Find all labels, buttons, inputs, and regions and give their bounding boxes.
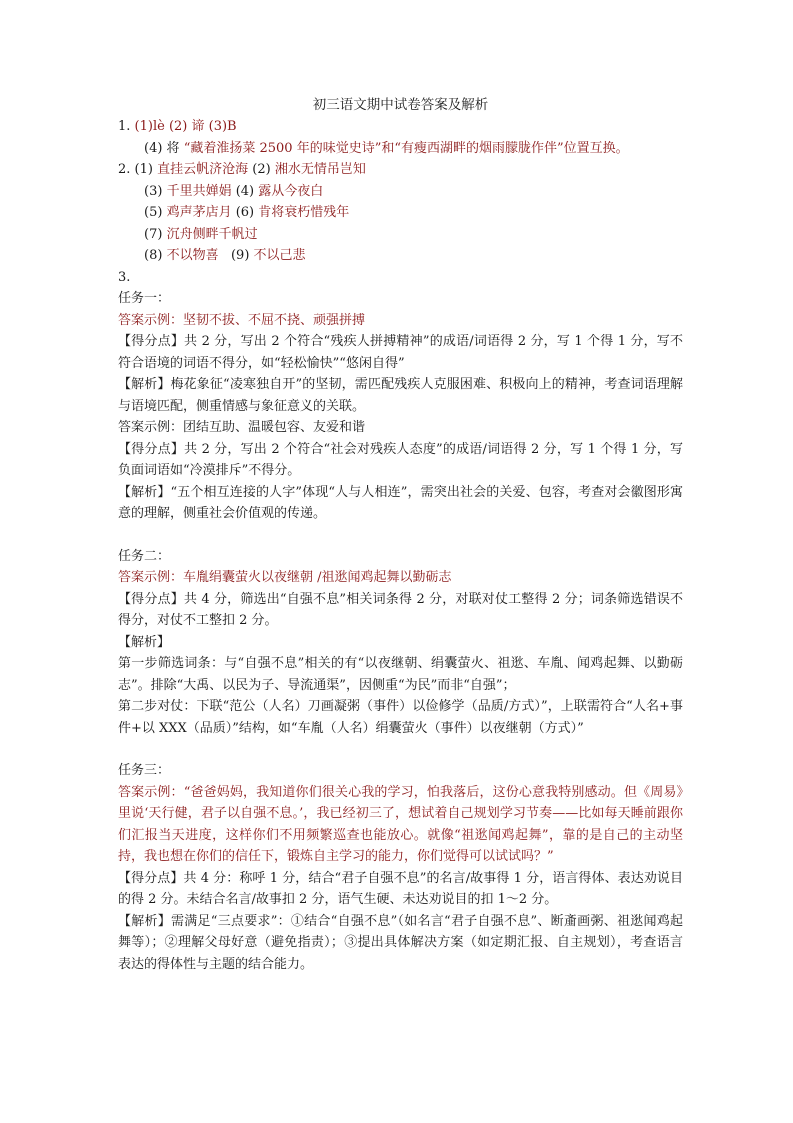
q2-answer: 不以己悲 <box>253 248 306 263</box>
q1-line2 <box>118 138 683 160</box>
task1-example1 <box>118 310 683 332</box>
q2-label: 2. <box>118 162 131 177</box>
task1-score2: 【得分点】共 2 分，写出 2 个符合“社会对残疾人态度”的成语/词语得 2 分，写 1 个得 1 分，写负面词语如“冷漠排斥”不得分。 <box>118 441 683 478</box>
q2-num: (8) <box>144 248 163 263</box>
q1-item4-answer: “藏着淮扬菜 2500 年的味觉史诗”和“有瘦西湖畔的烟雨朦胧作伴”位置互换。 <box>183 140 629 156</box>
task1-example2 <box>118 417 683 439</box>
example-answer: 车胤绢囊萤火以夜继朝 /祖逖闻鸡起舞以勤砺志 <box>183 570 452 585</box>
q2-num: (6) <box>235 205 255 220</box>
q2-line2 <box>118 181 683 203</box>
q2-answer: 肯将衰朽惜残年 <box>258 205 350 220</box>
q1-line1 <box>118 116 683 138</box>
q2-line1 <box>118 159 683 181</box>
task3-heading: 任务三： <box>118 763 171 778</box>
task2-step1: 第一步筛选词条：与“自强不息”相关的有“以夜继朝、绢囊萤火、祖逖、车胤、闻鸡起舞、以勤砺志”。排除“大禹、以民为子、导流通渠”，因侧重“为民”而非“自强”； <box>118 656 683 693</box>
task3-analysis: 【解析】需满足“三点要求”：①结合“自强不息”（如名言“君子自强不息”、断齑画粥、祖逖闻鸡起舞等）；②理解父母好意（避免指责）；③提出具体解决方案（如定期汇报、自主规划），考查语言表达的得体性与主题的结合能力。 <box>118 913 683 972</box>
example-label: 答案示例： <box>118 784 184 800</box>
task1-analysis2: 【解析】“五个相互连接的人字”体现“人与人相连”，需突出社会的关爱、包容，考查对会徽图形寓意的理解，侧重社会价值观的传递。 <box>118 484 683 521</box>
q2-answer: 直挂云帆济沧海 <box>157 162 249 177</box>
q2-num: (2) <box>252 162 271 177</box>
example-label: 答案示例： <box>118 570 184 585</box>
q2-num: (9) <box>230 248 250 263</box>
q2-answer: 鸡声茅店月 <box>166 205 232 220</box>
page-title: 初三语文期中试卷答案及解析 <box>312 97 489 113</box>
q2-num: (4) <box>235 183 255 199</box>
q3-label: 3. <box>118 269 131 285</box>
q2-num: (5) <box>144 205 163 220</box>
task2-score: 【得分点】共 4 分，筛选出“自强不息”相关词条得 2 分，对联对仗工整得 2 分；词条筛选错误不得分，对仗不工整扣 2 分。 <box>118 591 683 628</box>
document-page <box>118 96 683 975</box>
task3-score: 【得分点】共 4 分：称呼 1 分，结合“君子自强不息”的名言/故事得 1 分，语言得体、表达劝说目的得 2 分。未结合名言/故事扣 2 分，语气生硬、未达劝说目的扣 1～2 分。 <box>118 870 683 907</box>
example-answer: “爸爸妈妈，我知道你们很关心我的学习，怕我落后，这份心意我特别感动。但《周易》里说‘天行健，君子以自强不息。’，我已经初三了，想试着自己规划学习节奏——比如每天睡前跟你们汇报当天进度，这样你们不用频繁巡查也能放心。就像“祖逖闻鸡起舞”，靠的是自己的主动坚持，我也想在你们的信任下，锻炼自主学习的能力，你们觉得可以试试吗？” <box>118 784 683 864</box>
task3-example <box>118 782 683 868</box>
q2-num: (1) <box>134 162 153 177</box>
q2-answer: 湘水无情吊岂知 <box>274 162 366 177</box>
q2-answer: 露从今夜白 <box>258 183 324 199</box>
example-label: 答案示例： <box>118 312 184 328</box>
task2-step2: 第二步对仗：下联“范公（人名）刀画凝粥（事件）以俭修学（品质/方式）”，上联需符合“人名+事件+以 XXX（品质）”结构，如“车胤（人名）绢囊萤火（事件）以夜继朝（方式）” <box>118 699 683 736</box>
example-answer: 团结互助、温暖包容、友爱和谐 <box>183 420 366 435</box>
task2-example <box>118 567 683 589</box>
task1-analysis1: 【解析】梅花象征“凌寒独自开”的坚韧，需匹配残疾人克服困难、积极向上的精神，考查词语理解与语境匹配，侧重情感与象征意义的关联。 <box>118 377 683 414</box>
q2-answer: 沉舟侧畔千帆过 <box>166 226 258 242</box>
q2-answer: 不以物喜 <box>166 248 219 263</box>
q2-answer: 千里共婵娟 <box>166 183 232 199</box>
task2-heading: 任务二： <box>118 548 171 564</box>
q1-answers: (1)lè (2) 谛 (3)B <box>134 119 237 134</box>
task2-analysis-label: 【解析】 <box>118 634 171 650</box>
q2-line3 <box>118 202 683 224</box>
example-label: 答案示例： <box>118 420 184 435</box>
task1-heading: 任务一： <box>118 291 171 306</box>
q1-item4-prefix: (4) 将 <box>144 140 180 156</box>
q2-line4 <box>118 224 683 246</box>
q2-num: (7) <box>144 226 163 242</box>
task1-score1: 【得分点】共 2 分，写出 2 个符合“残疾人拼搏精神”的成语/词语得 2 分，写 1 个得 1 分，写不符合语境的词语不得分，如“轻松愉快”“悠闲自得” <box>118 334 683 371</box>
q2-line5 <box>118 245 683 267</box>
example-answer: 坚韧不拔、不屈不挠、顽强拼搏 <box>183 312 366 328</box>
q2-num: (3) <box>144 183 163 199</box>
q1-label: 1. <box>118 119 131 134</box>
